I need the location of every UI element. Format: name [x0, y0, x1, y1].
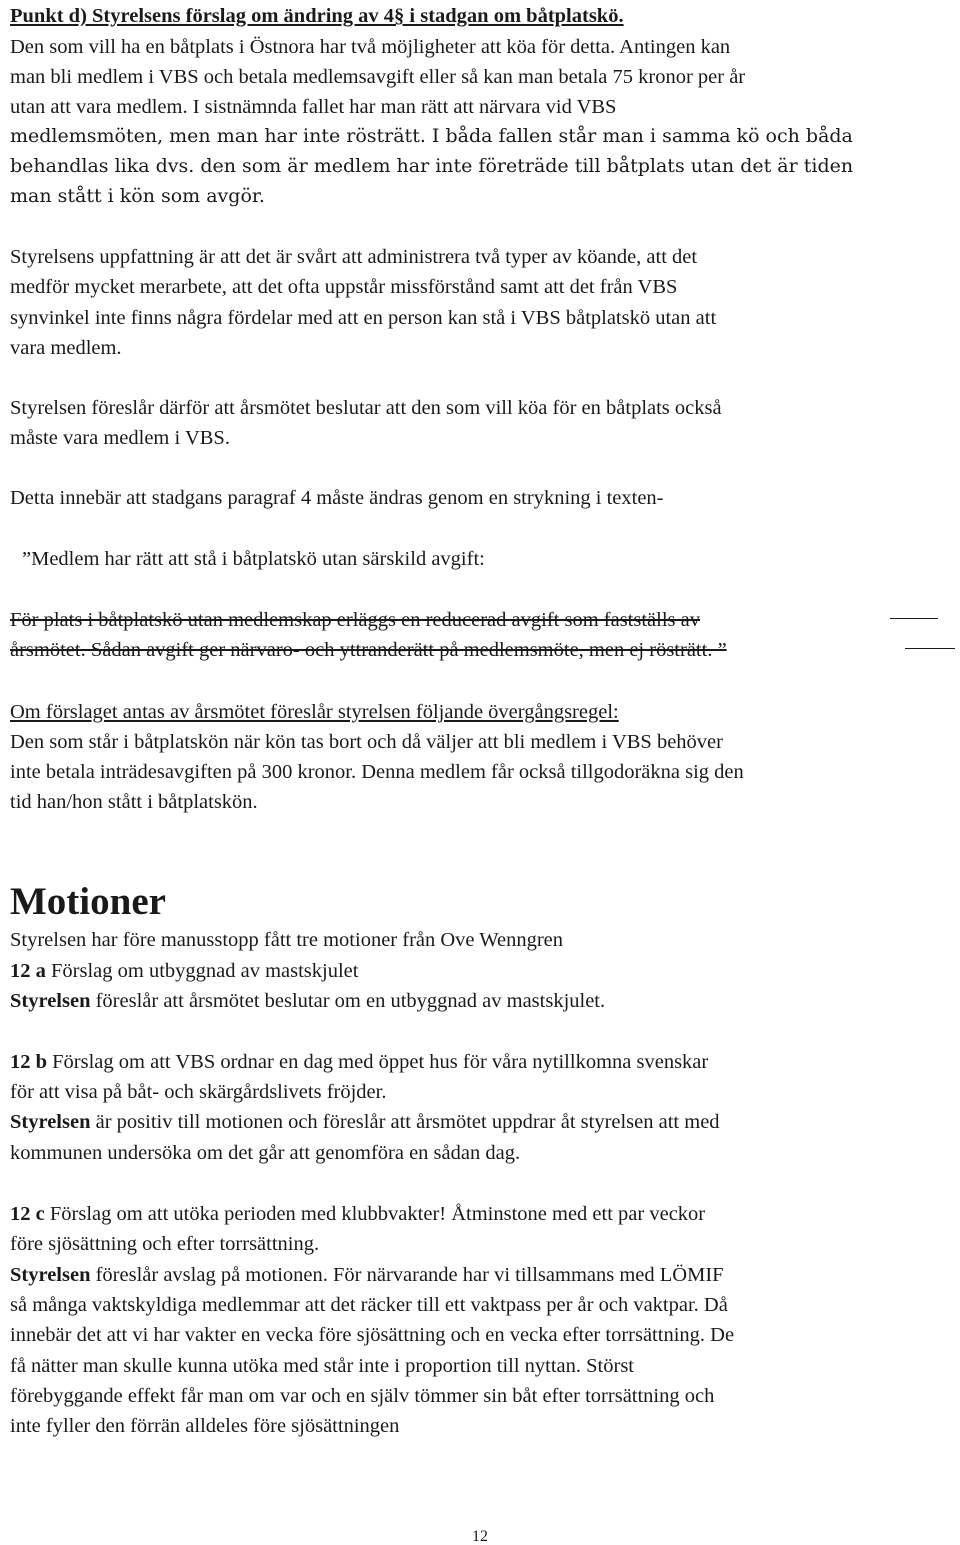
- transition-line-1: Den som står i båtplatskön när kön tas bort och då väljer att bli medlem i VBS behöver: [10, 731, 723, 753]
- motion-12c-board: [10, 1265, 724, 1286]
- motion-12a: [10, 961, 358, 982]
- struck-line-2: årsmötet. Sådan avgift ger närvaro- och yttranderätt på medlemsmöte, men ej rösträtt. ”: [10, 639, 727, 661]
- motion-12c-line-2: före sjösättning och efter torrsättning.: [10, 1233, 320, 1255]
- opinion-line-4: vara medlem.: [10, 337, 122, 359]
- motion-12c-text: Förslag om att utöka perioden med klubbvakter! Åtminstone med ett par veckor: [44, 1203, 706, 1225]
- struck-line-1: För plats i båtplatskö utan medlemskap erläggs en reducerad avgift som fastställs av: [10, 609, 700, 631]
- change-line: Detta innebär att stadgans paragraf 4 måste ändras genom en strykning i texten-: [10, 487, 664, 509]
- motion-12c-board-line-4: få nätter man skulle kunna utöka med står inte i proportion till nyttan. Störst: [10, 1355, 634, 1377]
- change-quote: ”Medlem har rätt att stå i båtplatskö utan särskild avgift:: [22, 548, 485, 570]
- motion-12c-board-line-2: så många vaktskyldiga medlemmar att det räcker till ett vaktpass per år och vaktpar. Då: [10, 1294, 728, 1316]
- motion-12b-board: [10, 1112, 720, 1133]
- punkt-d-line-1: Den som vill ha en båtplats i Östnora har två möjligheter att köa för detta. Antingen kan: [10, 36, 731, 58]
- motion-12a-board: [10, 991, 605, 1012]
- punkt-d-line-4: medlemsmöten, men man har inte rösträtt. I båda fallen står man i samma kö och båda: [10, 125, 853, 147]
- motion-12b-board-text: är positiv till motionen och föreslår att årsmötet uppdrar åt styrelsen att med: [90, 1111, 720, 1133]
- motion-12c-board-line-5: förebyggande effekt får man om var och en själv tömmer sin båt efter torrsättning och: [10, 1385, 715, 1407]
- motion-12b-label: 12 b: [10, 1051, 48, 1073]
- motion-12a-text: Förslag om utbyggnad av mastskjulet: [45, 960, 359, 982]
- motion-12c: [10, 1204, 705, 1225]
- strike-extension: [890, 618, 938, 619]
- opinion-line-3: synvinkel inte finns några fördelar med att en person kan stå i VBS båtplatskö utan att: [10, 307, 717, 329]
- board-label: Styrelsen: [10, 1111, 91, 1133]
- motion-12c-board-text: föreslår avslag på motionen. För närvarande har vi tillsammans med LÖMIF: [90, 1264, 724, 1286]
- proposal-line-1: Styrelsen föreslår därför att årsmötet beslutar att den som vill köa för en båtplats också: [10, 397, 722, 419]
- motion-12c-board-line-6: inte fyller den förrän alldeles före sjösättningen: [10, 1415, 400, 1437]
- motion-12a-board-text: föreslår att årsmötet beslutar om en utbyggnad av mastskjulet.: [90, 990, 606, 1012]
- proposal-line-2: måste vara medlem i VBS.: [10, 427, 230, 449]
- opinion-line-2: medför mycket merarbete, att det ofta uppstår missförstånd samt att det från VBS: [10, 276, 678, 298]
- transition-title: Om förslaget antas av årsmötet föreslår styrelsen följande övergångsregel:: [10, 701, 619, 723]
- transition-line-3: tid han/hon stått i båtplatskön.: [10, 791, 258, 813]
- punkt-d-line-3: utan att vara medlem. I sistnämnda fallet har man rätt att närvara vid VBS: [10, 96, 617, 118]
- punkt-d-title: Punkt d) Styrelsens förslag om ändring av 4§ i stadgan om båtplatskö.: [10, 5, 624, 27]
- punkt-d-line-5: behandlas lika dvs. den som är medlem har inte företräde till båtplats utan det är tiden: [10, 155, 854, 177]
- board-label: Styrelsen: [10, 1264, 91, 1286]
- motioner-heading: Motioner: [10, 880, 166, 923]
- motion-12c-board-line-3: innebär det att vi har vakter en vecka före sjösättning och en vecka efter torrsättning. De: [10, 1324, 735, 1346]
- punkt-d-line-2: man bli medlem i VBS och betala medlemsavgift eller så kan man betala 75 kronor per år: [10, 66, 746, 88]
- motion-12a-label: 12 a: [10, 960, 46, 982]
- opinion-line-1: Styrelsens uppfattning är att det är svårt att administrera två typer av köande, att det: [10, 246, 698, 268]
- board-label: Styrelsen: [10, 990, 91, 1012]
- transition-line-2: inte betala inträdesavgiften på 300 kronor. Denna medlem får också tillgodoräkna sig den: [10, 761, 744, 783]
- motion-12b-text: Förslag om att VBS ordnar en dag med öppet hus för våra nytillkomna svenskar: [47, 1051, 709, 1073]
- punkt-d-line-6: man stått i kön som avgör.: [10, 185, 265, 207]
- motion-12b-board-line-2: kommunen undersöka om det går att genomföra en sådan dag.: [10, 1142, 521, 1164]
- motion-12c-label: 12 c: [10, 1203, 45, 1225]
- motion-12b-line-2: för att visa på båt- och skärgårdslivets fröjder.: [10, 1081, 387, 1103]
- strike-extension: [905, 648, 955, 649]
- motioner-intro: Styrelsen har före manusstopp fått tre motioner från Ove Wenngren: [10, 929, 564, 951]
- motion-12b: [10, 1052, 708, 1073]
- page-number: 12: [472, 1528, 488, 1545]
